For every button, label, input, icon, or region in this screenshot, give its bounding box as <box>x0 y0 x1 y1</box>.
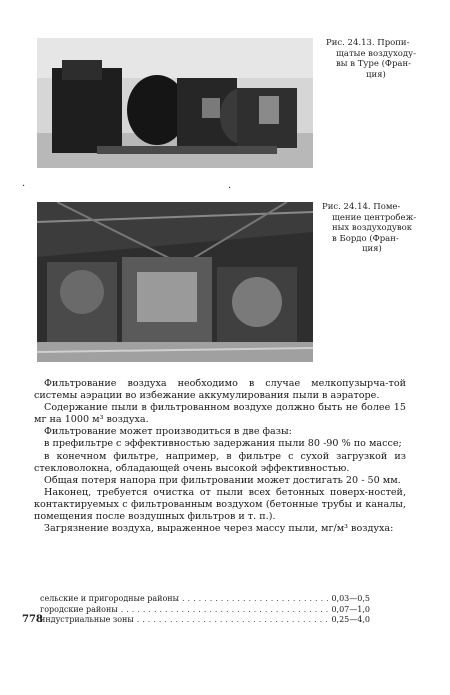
caption-line: ция) <box>362 244 382 254</box>
page-number: 778 <box>22 614 43 625</box>
table-row <box>40 615 370 626</box>
paragraph: Фильтрование воздуха необходимо в случае мелкопузырча-той системы аэрации во избежание аккумулирования пыли в аэраторе. <box>34 378 406 402</box>
figure-24-14-caption <box>322 202 416 255</box>
table-row <box>40 594 370 605</box>
figure-24-13-caption <box>326 38 416 80</box>
row-value: 0,03—0,5 <box>331 594 370 603</box>
scan-mark: . <box>22 178 26 189</box>
row-label: индустриальные зоны <box>40 615 134 625</box>
row-value: 0,07—1,0 <box>331 604 370 614</box>
caption-line: ция) <box>366 69 386 80</box>
scan-mark: . <box>228 180 232 191</box>
dot-leader <box>134 615 332 626</box>
pollution-table <box>40 594 370 626</box>
caption-line: щатые воздуходу- <box>336 48 416 59</box>
caption-line: Рис. 24.13. Пропи- <box>326 38 410 48</box>
figure-24-14-photo <box>37 202 313 362</box>
body-text <box>34 378 406 535</box>
paragraph: Наконец, требуется очистка от пыли всех бетонных поверх-ностей, контактируемых с фильтрованным воздухом (бетонные трубы и каналы, помещения после воздушных фильтров и т. п.). <box>34 486 406 523</box>
caption-line: ных воздуходувок <box>332 223 413 233</box>
caption-line: в Бордо (Фран- <box>332 233 399 244</box>
paragraph: Общая потеря напора при фильтровании может достигать 20 - 50 мм. <box>44 474 401 486</box>
figure-24-13-photo <box>37 38 313 168</box>
row-label: сельские и пригородные районы <box>40 594 179 603</box>
paragraph: в префильтре с эффективностью задержания пыли 80 -90 % по массе; <box>44 438 402 450</box>
caption-line: щение центробеж- <box>332 212 417 223</box>
dot-leader <box>179 594 331 605</box>
dot-leader <box>118 605 332 616</box>
caption-line: Рис. 24.14. Поме- <box>322 202 401 212</box>
table-row <box>40 605 370 616</box>
paragraph: в конечном фильтре, например, в фильтре с сухой загрузкой из стекловолокна, обладающей очень высокой эффективностью. <box>34 450 406 474</box>
row-value: 0,25—4,0 <box>331 615 370 625</box>
paragraph: Фильтрование может производиться в две фазы: <box>44 426 292 438</box>
caption-line: вы в Туре (Фран- <box>336 59 412 69</box>
paragraph: Содержание пыли в фильтрованном воздухе должно быть не более 15 мг на 1000 м³ воздуха. <box>34 402 406 426</box>
paragraph: Загрязнение воздуха, выраженное через массу пыли, мг/м³ воздуха: <box>44 523 394 535</box>
row-label: городские районы <box>40 604 118 614</box>
